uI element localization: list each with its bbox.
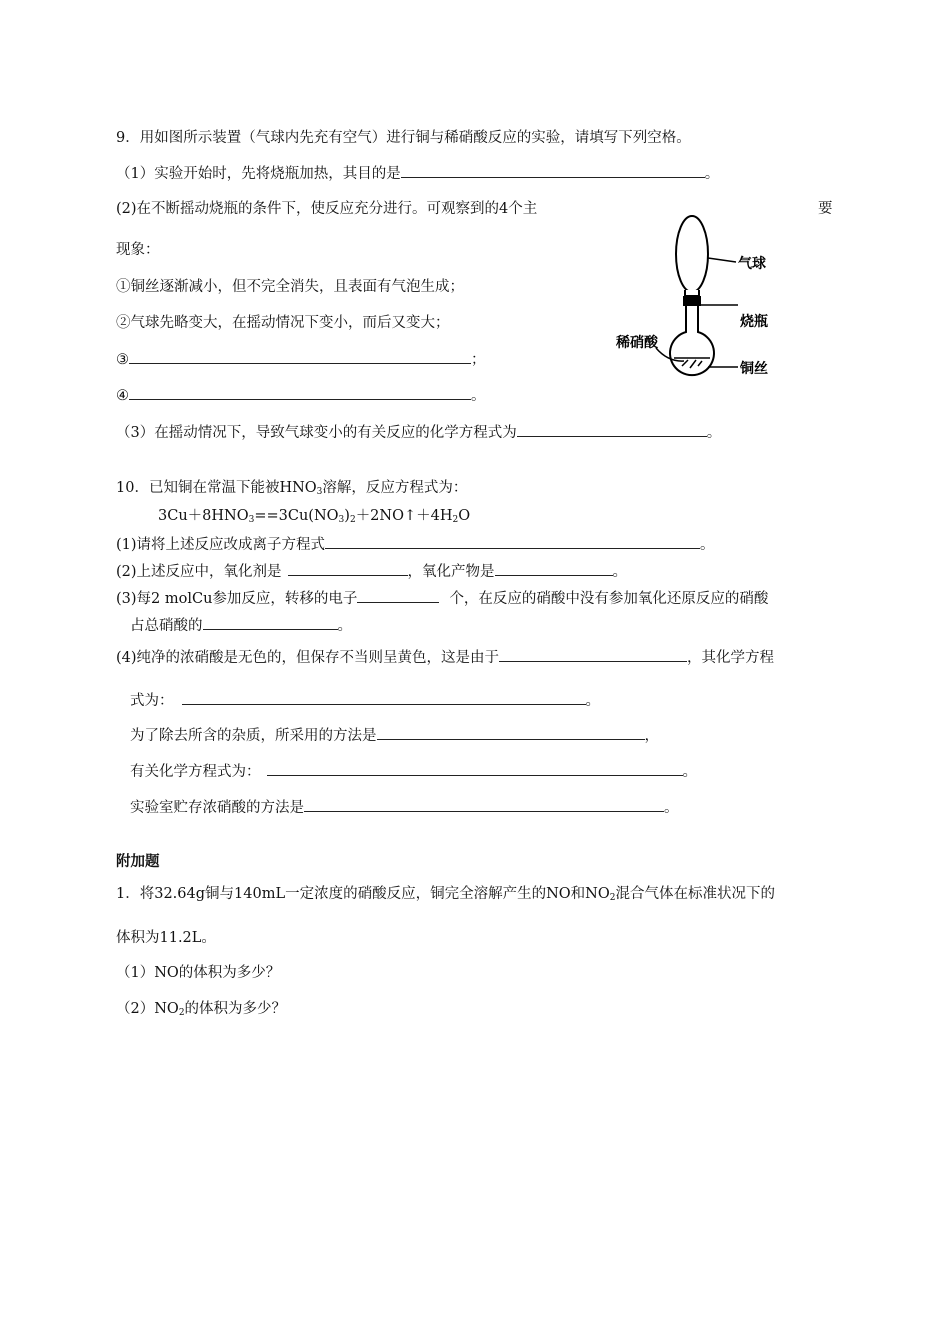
eq-sub-2: 3 — [338, 515, 345, 525]
balloon-shape — [676, 216, 708, 292]
extra-stem — [116, 884, 775, 908]
q9-observation-3-marker: ③ — [116, 352, 129, 368]
q10-sub1-text: (1)请将上述反应改成离子方程式 — [116, 537, 326, 553]
q10-sub4-text-2: ，其化学方程 — [687, 650, 775, 666]
stopper-shape — [683, 296, 701, 306]
q9-part2: (2)在不断摇动烧瓶的条件下，使反应充分进行。可观察到的4个主 — [116, 201, 538, 217]
extra-question-1: （1）NO的体积为多少？ — [116, 965, 281, 981]
eq-sub-3: 2 — [349, 515, 356, 525]
q10-sub3-text-3: 占总硝酸的 — [130, 618, 203, 634]
q10-sub3-end: 。 — [337, 618, 352, 634]
q10-sub4-end-4: 。 — [664, 800, 679, 816]
q9-observation-3-end: ； — [471, 352, 486, 368]
related-equation-blank[interactable] — [267, 761, 683, 776]
fraction-blank[interactable] — [203, 615, 338, 630]
q10-sub4-related-equation — [130, 761, 697, 782]
q10-sub2-end: 。 — [612, 564, 628, 580]
q10-sub2-text: (2)上述反应中，氧化剂是 — [116, 564, 282, 580]
q9-observation-1: ①铜丝逐渐减小，但不完全消失，且表面有气泡生成； — [116, 279, 464, 295]
q10-sub4 — [116, 647, 774, 668]
q10-sub1-blank[interactable] — [325, 534, 700, 549]
q10-sub3 — [116, 588, 768, 609]
removal-method-blank[interactable] — [377, 725, 645, 740]
q9-part1-end: 。 — [704, 166, 720, 182]
q9-observation-4-blank[interactable] — [129, 385, 471, 400]
extra-q2-text: （2）NO — [116, 1001, 179, 1017]
q10-sub4-end-3: 。 — [682, 764, 697, 780]
q10-sub4-text-4: 为了除去所含的杂质，所采用的方法是 — [130, 728, 377, 744]
q10-stem-sub: 3 — [316, 487, 323, 497]
q9-observation-3-blank[interactable] — [129, 349, 471, 364]
label-flask: 烧瓶 — [740, 314, 768, 330]
eq-part-c: ) — [344, 508, 350, 524]
q9-part3 — [116, 422, 721, 443]
q10-sub4-end-2: ， — [644, 728, 659, 744]
q10-sub4-equation — [130, 690, 600, 711]
q9-observation-2: ②气球先略变大，在摇动情况下变小，而后又变大； — [116, 315, 450, 331]
label-balloon: 气球 — [738, 256, 766, 272]
q10-sub4-text-3: 式为： — [130, 693, 174, 709]
q9-observation-3 — [116, 349, 486, 370]
q10-sub3-text: (3)每2 molCu参加反应，转移的电子 — [116, 591, 358, 607]
q9-part3-end: 。 — [706, 425, 722, 441]
oxidation-product-blank[interactable] — [495, 561, 613, 576]
apparatus-figure — [612, 210, 792, 385]
q10-sub3-cont — [130, 615, 352, 636]
oxidant-blank[interactable] — [288, 561, 408, 576]
extra-stem-text-2: 混合气体在标准状况下的 — [615, 886, 775, 902]
q10-sub1 — [116, 534, 715, 555]
label-copper-wire: 铜丝 — [740, 361, 768, 377]
q9-stem: 9．用如图所示装置（气球内先充有空气）进行铜与稀硝酸反应的实验，请填写下列空格。 — [116, 130, 691, 146]
q10-sub1-end: 。 — [700, 537, 715, 553]
extra-question-2 — [116, 999, 286, 1023]
q10-stem-text: 10．已知铜在常温下能被HNO — [116, 480, 317, 496]
eq-part-b: ==3Cu(NO — [254, 508, 339, 524]
storage-method-blank[interactable] — [304, 797, 664, 812]
q9-part3-text: （3）在摇动情况下，导致气球变小的有关反应的化学方程式为 — [116, 425, 517, 441]
extra-q2-text-2: 的体积为多少？ — [184, 1001, 287, 1017]
q10-stem — [116, 478, 467, 502]
q9-observation-4-marker: ④ — [116, 388, 129, 404]
q9-part1-text: （1）实验开始时，先将烧瓶加热，其目的是 — [116, 166, 401, 182]
q10-sub3-text-2: 个，在反应的硝酸中没有参加氧化还原反应的硝酸 — [449, 591, 769, 607]
eq-sub-1: 3 — [248, 515, 255, 525]
q10-equation — [158, 506, 470, 530]
q9-phenomena-label: 现象： — [116, 242, 160, 258]
electrons-blank[interactable] — [357, 588, 439, 603]
q10-sub4-text: (4)纯净的浓硝酸是无色的，但保存不当则呈黄色，这是由于 — [116, 650, 500, 666]
q10-stem-text-2: 溶解，反应方程式为： — [322, 480, 468, 496]
eq-part-a: 3Cu＋8HNO — [158, 508, 249, 524]
extra-q2-sub: 2 — [178, 1008, 185, 1018]
q10-sub4-text-6: 实验室贮存浓硝酸的方法是 — [130, 800, 304, 816]
extra-stem-sub: 2 — [609, 893, 616, 903]
q10-sub2-text-2: ，氧化产物是 — [407, 564, 495, 580]
extra-stem-cont: 体积为11.2L。 — [116, 930, 216, 946]
q10-sub4-storage — [130, 797, 679, 818]
extra-title: 附加题 — [116, 854, 160, 870]
yellow-reason-blank[interactable] — [499, 647, 687, 662]
q9-part3-blank[interactable] — [517, 422, 707, 437]
q9-part2-tail: 要 — [818, 201, 833, 217]
q10-sub2 — [116, 561, 627, 582]
eq-part-e: O — [458, 508, 471, 524]
decomposition-equation-blank[interactable] — [182, 690, 586, 705]
q10-sub4-removal — [130, 725, 659, 746]
apparatus-diagram — [612, 210, 792, 385]
eq-sub-4: 2 — [452, 515, 459, 525]
label-dilute-nitric-acid: 稀硝酸 — [616, 335, 658, 351]
q10-sub4-text-5: 有关化学方程式为： — [130, 764, 261, 780]
q9-part1-blank[interactable] — [401, 163, 705, 178]
q9-observation-4 — [116, 385, 486, 406]
extra-stem-text: 1．将32.64g铜与140mL一定浓度的硝酸反应，铜完全溶解产生的NO和NO — [116, 886, 610, 902]
q10-sub4-end-1: 。 — [585, 693, 600, 709]
q9-observation-4-end: 。 — [471, 388, 486, 404]
q9-part1 — [116, 163, 719, 184]
eq-part-d: ＋2NO↑＋4H — [355, 508, 453, 524]
